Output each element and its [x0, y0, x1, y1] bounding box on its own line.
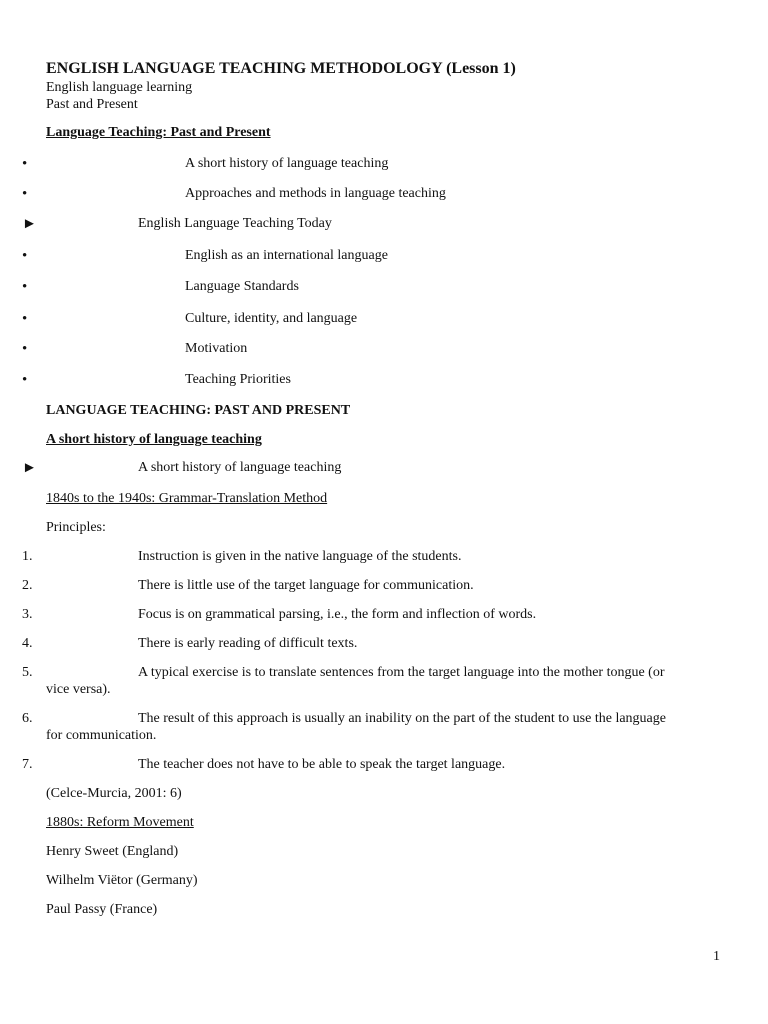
principles-label: Principles:	[46, 520, 106, 535]
outline-item: Culture, identity, and language	[185, 311, 358, 326]
outline-item: A short history of language teaching	[185, 156, 389, 171]
outline-item: English as an international language	[185, 248, 388, 263]
outline-item: English Language Teaching Today	[138, 216, 332, 231]
principle-item-continuation: for communication.	[46, 728, 157, 743]
principle-item: The result of this approach is usually an inability on the part of the student to use the language	[138, 711, 666, 726]
subtitle-line-1: English language learning	[46, 80, 193, 95]
bullet-marker: •	[22, 248, 28, 264]
list-number: 5.	[22, 665, 33, 680]
list-number: 7.	[22, 757, 33, 772]
principle-item: The teacher does not have to be able to speak the target language.	[138, 757, 506, 772]
list-number: 2.	[22, 578, 33, 593]
arrow-item: A short history of language teaching	[138, 460, 342, 475]
page-number: 1	[713, 949, 720, 964]
section-heading-past-and-present: LANGUAGE TEACHING: PAST AND PRESENT	[46, 403, 351, 418]
principle-item: A typical exercise is to translate sentences from the target language into the mother tongue (or	[138, 665, 665, 680]
bullet-marker: •	[22, 341, 28, 357]
citation: (Celce-Murcia, 2001: 6)	[46, 786, 182, 801]
subtitle-line-2: Past and Present	[46, 97, 138, 112]
person-entry: Wilhelm Viëtor (Germany)	[46, 873, 198, 888]
document-title: ENGLISH LANGUAGE TEACHING METHODOLOGY (Lesson 1)	[46, 60, 516, 77]
principle-item-continuation: vice versa).	[46, 682, 111, 697]
outline-item: Language Standards	[185, 279, 299, 294]
bullet-marker: •	[22, 279, 28, 295]
principle-item: Instruction is given in the native language of the students.	[138, 549, 462, 564]
bullet-marker: •	[22, 372, 28, 388]
person-entry: Henry Sweet (England)	[46, 844, 179, 859]
principle-item: Focus is on grammatical parsing, i.e., the form and inflection of words.	[138, 607, 537, 622]
bullet-marker: •	[22, 186, 28, 202]
subheading-short-history: A short history of language teaching	[46, 432, 262, 447]
arrow-marker: ►	[22, 460, 37, 476]
principle-item: There is early reading of difficult texts.	[138, 636, 358, 651]
list-number: 6.	[22, 711, 33, 726]
outline-item: Teaching Priorities	[185, 372, 291, 387]
section-heading-language-teaching: Language Teaching: Past and Present	[46, 125, 271, 140]
method-heading: 1840s to the 1940s: Grammar-Translation Method	[46, 491, 328, 506]
list-number: 1.	[22, 549, 33, 564]
outline-item: Motivation	[185, 341, 248, 356]
bullet-marker: •	[22, 311, 28, 327]
principle-item: There is little use of the target language for communication.	[138, 578, 474, 593]
list-number: 4.	[22, 636, 33, 651]
arrow-marker: ►	[22, 216, 37, 232]
list-number: 3.	[22, 607, 33, 622]
bullet-marker: •	[22, 156, 28, 172]
person-entry: Paul Passy (France)	[46, 902, 158, 917]
outline-item: Approaches and methods in language teaching	[185, 186, 446, 201]
reform-heading: 1880s: Reform Movement	[46, 815, 194, 830]
